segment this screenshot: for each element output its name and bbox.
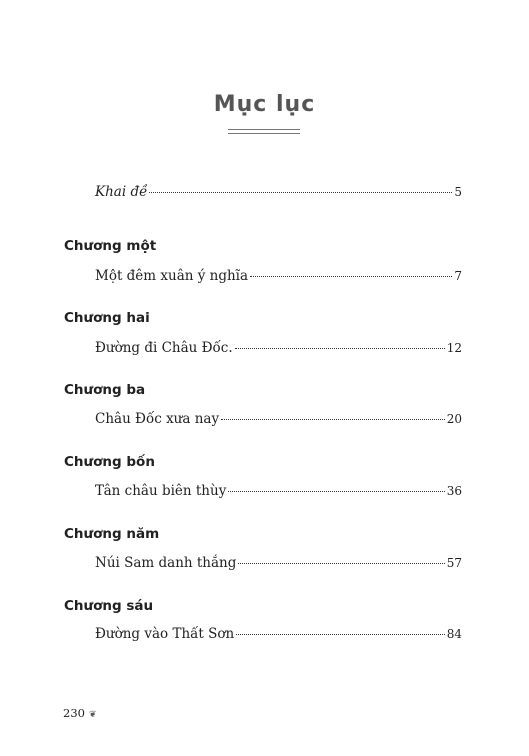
toc-entry-chapter-2[interactable] — [95, 340, 462, 356]
toc-entry-label: Khai đề — [95, 184, 148, 200]
toc-entry-label: Châu Đốc xưa nay — [95, 411, 220, 427]
chapter-heading-5: Chương năm — [64, 526, 160, 542]
dot-leader — [221, 419, 445, 420]
footer-page-number: 230 — [63, 706, 85, 720]
toc-page-number: 12 — [446, 341, 462, 355]
dot-leader — [235, 348, 445, 349]
dot-leader — [238, 563, 444, 564]
toc-entry-chapter-1[interactable] — [95, 268, 462, 284]
toc-page-number: 84 — [446, 627, 462, 641]
toc-entry-label: Núi Sam danh thắng — [95, 555, 237, 571]
page-title: Mục lục — [213, 92, 316, 117]
title-rule-bottom — [228, 133, 300, 134]
toc-page-number: 20 — [446, 412, 462, 426]
toc-entry-label: Một đêm xuân ý nghĩa — [95, 268, 249, 284]
toc-entry-label: Đường đi Châu Đốc. — [95, 340, 233, 356]
chapter-heading-4: Chương bốn — [64, 454, 155, 470]
floral-ornament-icon: ❦ — [88, 710, 97, 720]
dot-leader — [236, 634, 445, 635]
toc-page-number: 57 — [446, 556, 462, 570]
dot-leader — [149, 192, 452, 193]
dot-leader — [228, 491, 444, 492]
toc-entry-chapter-4[interactable] — [95, 483, 462, 499]
toc-page-number: 5 — [454, 185, 462, 199]
page-footer — [63, 706, 97, 720]
title-rule-top — [228, 129, 300, 130]
toc-entry-chapter-5[interactable] — [95, 555, 462, 571]
toc-entry-chapter-6[interactable] — [95, 626, 462, 642]
toc-entry-label: Đường vào Thất Sơn — [95, 626, 235, 642]
toc-page-number: 7 — [454, 269, 462, 283]
toc-page-number: 36 — [446, 484, 462, 498]
toc-entry-label: Tân châu biên thùy — [95, 483, 227, 499]
chapter-heading-3: Chương ba — [64, 382, 146, 398]
toc-entry-intro[interactable] — [95, 184, 462, 200]
chapter-heading-2: Chương hai — [64, 310, 150, 326]
chapter-heading-1: Chương một — [64, 238, 157, 254]
chapter-heading-6: Chương sáu — [64, 598, 154, 614]
toc-entry-chapter-3[interactable] — [95, 411, 462, 427]
dot-leader — [250, 276, 452, 277]
